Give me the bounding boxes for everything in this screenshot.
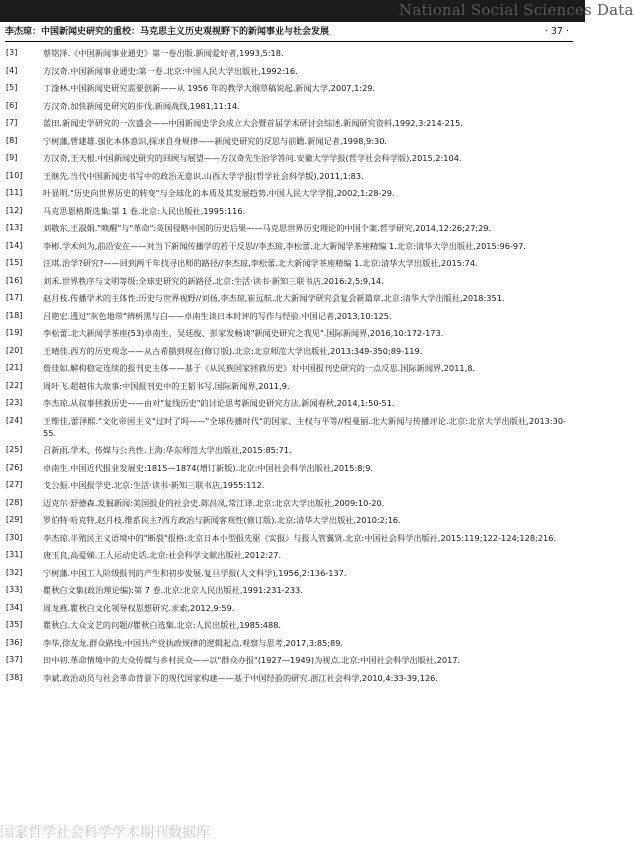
reference-text: 叶显明."历史向世界历史的转变"与全球化的本质及其发展趋势.中国人民大学学报,2002,1:28-29. <box>43 188 395 198</box>
footer-watermark: 国家哲学社会科学学术期刊数据库 <box>0 825 210 841</box>
reference-number: [33] <box>6 585 23 594</box>
reference-item <box>6 275 566 287</box>
reference-item <box>6 292 566 304</box>
reference-item <box>6 187 566 199</box>
reference-number: [29] <box>6 515 23 524</box>
reference-item <box>6 497 566 509</box>
reference-text: 瞿秋白文集(政治理论编):第 7 卷.北京:北京人民出版社,1991:231-233. <box>43 585 303 595</box>
reference-number: [36] <box>6 637 23 647</box>
reference-text: 方汉奇,王天根.中国新闻史研究的回顾与展望——方汉奇先生治学答问.安徽大学学报(哲学社会科学版),2015,2:104. <box>43 153 462 163</box>
reference-number: [37] <box>6 655 23 664</box>
reference-number: [7] <box>6 118 18 127</box>
reference-number: [10] <box>6 170 23 180</box>
reference-text: 方汉奇.加快新闻史研究的步伐.新闻战线,1981,11:14. <box>43 100 240 111</box>
reference-text: 田中初.革命情境中的大众传媒与乡村民众——以"群众办报"(1927—1949)为视点.北京:中国社会科学出版社,2017. <box>43 655 461 665</box>
reference-number: [31] <box>6 550 23 559</box>
reference-text: 李松蕾.北大新闻学茶座(53)卓南生、吴廷俊、彭家发畅谈"新闻史研究之我见".国际新闻界,2016,10:172-173. <box>43 328 444 338</box>
reference-text: 李华,徐友龙.群众路线:中国共产党执政规律的逻辑起点.观察与思考,2017,3:85;89. <box>43 637 344 648</box>
reference-number: [26] <box>6 462 23 472</box>
reference-item <box>6 532 566 544</box>
reference-text: 蓝田.新闻史学研究的一次盛会——中国新闻史学会成立大会暨首届学术研讨会综述.新闻研究资料,1992,3:214-215. <box>43 118 463 128</box>
reference-item <box>6 397 566 409</box>
reference-text: 罗伯特·哈克特,赵月枝.维系民主?西方政治与新闻客观性(修订版).北京:清华大学出版社,2010:2;16. <box>43 515 401 525</box>
reference-text: 汪琪.治学?研究?——回到两千年找寻出师的路径//李杰琼,李松蕾.北大新闻学茶座精编 1.北京:清华大学出版社,2015:74. <box>43 258 478 268</box>
reference-item <box>6 82 566 94</box>
reference-number: [17] <box>6 293 23 302</box>
reference-item <box>6 117 566 129</box>
reference-item <box>6 462 566 474</box>
reference-text: 迈克尔·舒德森.发掘新闻:美国报业的社会史.陈昌凤,常江译.北京:北京大学出版社,2009:10-20. <box>43 497 385 508</box>
reference-item <box>6 327 566 339</box>
reference-item <box>6 549 566 561</box>
reference-item <box>6 47 566 59</box>
reference-item <box>6 65 566 77</box>
reference-number: [13] <box>6 223 23 232</box>
reference-number: [38] <box>6 672 23 682</box>
reference-number: [25] <box>6 445 23 454</box>
reference-item <box>6 100 566 112</box>
reference-number: [9] <box>6 153 18 162</box>
reference-text: 李斌.政治动员与社会革命背景下的现代国家构建——基于中国经验的研究.浙江社会科学,2010,4:33-39,126. <box>43 672 438 683</box>
reference-text: 马克思恩格斯选集:第 1 卷.北京:人民出版社,1995:116. <box>43 205 246 216</box>
reference-number: [5] <box>6 83 18 92</box>
reference-number: [4] <box>6 65 18 75</box>
reference-text: 詹佳如.解构稳定连续的报刊史主体——基于《从民族国家拯救历史》对中国报刊史研究的一点反思.国际新闻界,2011,8. <box>43 363 476 373</box>
reference-text: 方汉奇.中国新闻事业通史:第一卷.北京:中国人民大学出版社,1992:16. <box>43 65 298 76</box>
reference-text: 唐玉良,高爱娣.工人运动史话.北京:社会科学文献出版社,2012:27. <box>43 550 282 560</box>
reference-text: 周叶飞.超越伟大故事:中国报刊史中的王韬书写.国际新闻界,2011,9. <box>43 380 290 391</box>
reference-text: 王继先.当代中国新闻史书写中的政治无意识.山西大学学报(哲学社会科学版),2011,1:83. <box>43 170 364 181</box>
reference-text: 王晴佳.西方的历史观念——从古希腊到现在(修订版).北京:北京师范大学出版社,2013:349-350;89-119. <box>43 345 423 356</box>
reference-item <box>6 135 566 147</box>
reference-text: 赵月枝.传播学术的主体性:历史与世界视野//刘扬,李杰琼,崔远航.北大新闻学研究会复会新篇章.北京:清华大学出版社,2018:351. <box>43 293 505 303</box>
reference-number: [18] <box>6 310 23 320</box>
reference-item <box>6 514 566 526</box>
reference-number: [16] <box>6 275 23 285</box>
reference-text: 刘敬东,王淑娟."唤醒"与"革命":英国侵略中国的历史后果——马克思世界历史理论的中国个案.哲学研究,2014,12:26;27;29. <box>43 223 492 233</box>
reference-item <box>6 567 566 579</box>
reference-item <box>6 637 566 649</box>
reference-number: [6] <box>6 100 18 110</box>
reference-text: 戈公振.中国报学史.北京:生活·读书·新知三联书店,1955:112. <box>43 480 265 490</box>
reference-item <box>6 619 566 631</box>
reference-item <box>6 672 566 684</box>
reference-item <box>6 152 566 164</box>
reference-number: [35] <box>6 620 23 629</box>
reference-number: [23] <box>6 398 23 407</box>
reference-number: [20] <box>6 345 23 355</box>
reference-item <box>6 170 566 182</box>
reference-text: 蔡铭泽.《中国新闻事业通史》第一卷出版.新闻爱好者,1993,5:18. <box>43 48 284 58</box>
reference-text: 吕艳宏.透过"灰色地带"辨析黑与白——卓南生谈日本时评的写作与经验.中国记者,2013,10:125. <box>43 310 392 321</box>
reference-number: [3] <box>6 48 18 57</box>
reference-number: [11] <box>6 188 23 197</box>
reference-number: [22] <box>6 380 23 390</box>
reference-text: 李杰琼.半殖民主义语境中的"断裂"报格:北京日本小型报先驱《实报》与报人管翼贤.北京:中国社会科学出版社,2015:119;122-124;128;216. <box>43 532 557 543</box>
reference-item <box>6 654 566 666</box>
reference-item <box>6 205 566 217</box>
reference-text: 丁淦林.中国新闻史研究需要创新——从 1956 年的教学大纲草稿说起.新闻大学,2007,1:29. <box>43 83 376 93</box>
reference-number: [19] <box>6 328 23 337</box>
reference-text: 宁树藩,曾建雄.强化本体意识,探求自身规律——新闻史研究的反思与前瞻.新闻记者,1998,9:30. <box>43 135 388 146</box>
reference-text: 王维佳,蕾泽熙."文化帝国主义"过时了吗——"全球传播时代"的国家、主权与平等//程曼丽.北大新闻与传播评论.北京:北京大学出版社,2013:30-55. <box>43 415 566 438</box>
header-rule <box>5 41 573 42</box>
header-bar <box>0 0 634 22</box>
reference-number: [24] <box>6 415 23 425</box>
reference-item <box>6 444 566 456</box>
reference-text: 刘禾.世界秩序与文明等级:全球史研究的新路径.北京:生活·读书·新知三联书店,2016:2,5;9,14. <box>43 275 384 286</box>
reference-item <box>6 310 566 322</box>
reference-number: [12] <box>6 205 23 215</box>
reference-text: 宁树藩.中国工人阶级报刊的产生和初步发展.复旦学报(人文科学),1956,2:136-137. <box>43 567 347 578</box>
header-watermark: National Social Sciences Data <box>399 1 634 19</box>
reference-item <box>6 240 566 252</box>
reference-text: 吕新雨.学术、传媒与公共性.上海:华东师范大学出版社,2015:85;71. <box>43 445 292 455</box>
reference-item <box>6 257 566 269</box>
reference-number: [27] <box>6 480 23 489</box>
running-head <box>5 25 575 39</box>
reference-text: 李彬.学术何为,前沿安在——对当下新闻传播学的若干反思//李杰琼,李松蕾.北大新闻学茶座精编 1.北京:清华大学出版社,2015:96-97. <box>43 240 526 251</box>
running-title: 李杰琼：中国新闻史研究的重校：马克思主义历史观视野下的新闻事业与社会发展 <box>5 27 330 37</box>
reference-item <box>6 380 566 392</box>
page-number: · 37 · <box>544 26 569 37</box>
reference-item <box>6 584 566 596</box>
reference-text: 周龙燕.瞿秋白文化领导权思想研究.求索,2012,9:59. <box>43 602 235 613</box>
reference-number: [15] <box>6 258 23 267</box>
reference-item <box>6 602 566 614</box>
reference-item <box>6 479 566 491</box>
reference-number: [34] <box>6 602 23 612</box>
reference-number: [14] <box>6 240 23 250</box>
reference-item <box>6 415 566 439</box>
reference-number: [21] <box>6 363 23 372</box>
reference-item <box>6 345 566 357</box>
reference-number: [8] <box>6 135 18 145</box>
reference-text: 瞿秋白.大众文艺的问题//瞿秋白选集.北京:人民出版社,1985:488. <box>43 620 282 630</box>
reference-text: 卓南生.中国近代报业发展史:1815—1874(增订新版).北京:中国社会科学出版社,2015:8;9. <box>43 462 374 473</box>
reference-number: [28] <box>6 497 23 507</box>
reference-number: [32] <box>6 567 23 577</box>
reference-item <box>6 362 566 374</box>
reference-number: [30] <box>6 532 23 542</box>
reference-text: 李杰琼.从叙事拯救历史——由对"复线历史"的讨论思考新闻史研究方法.新闻春秋,2014,1:50-51. <box>43 398 395 408</box>
reference-list <box>6 47 566 689</box>
reference-item <box>6 222 566 234</box>
